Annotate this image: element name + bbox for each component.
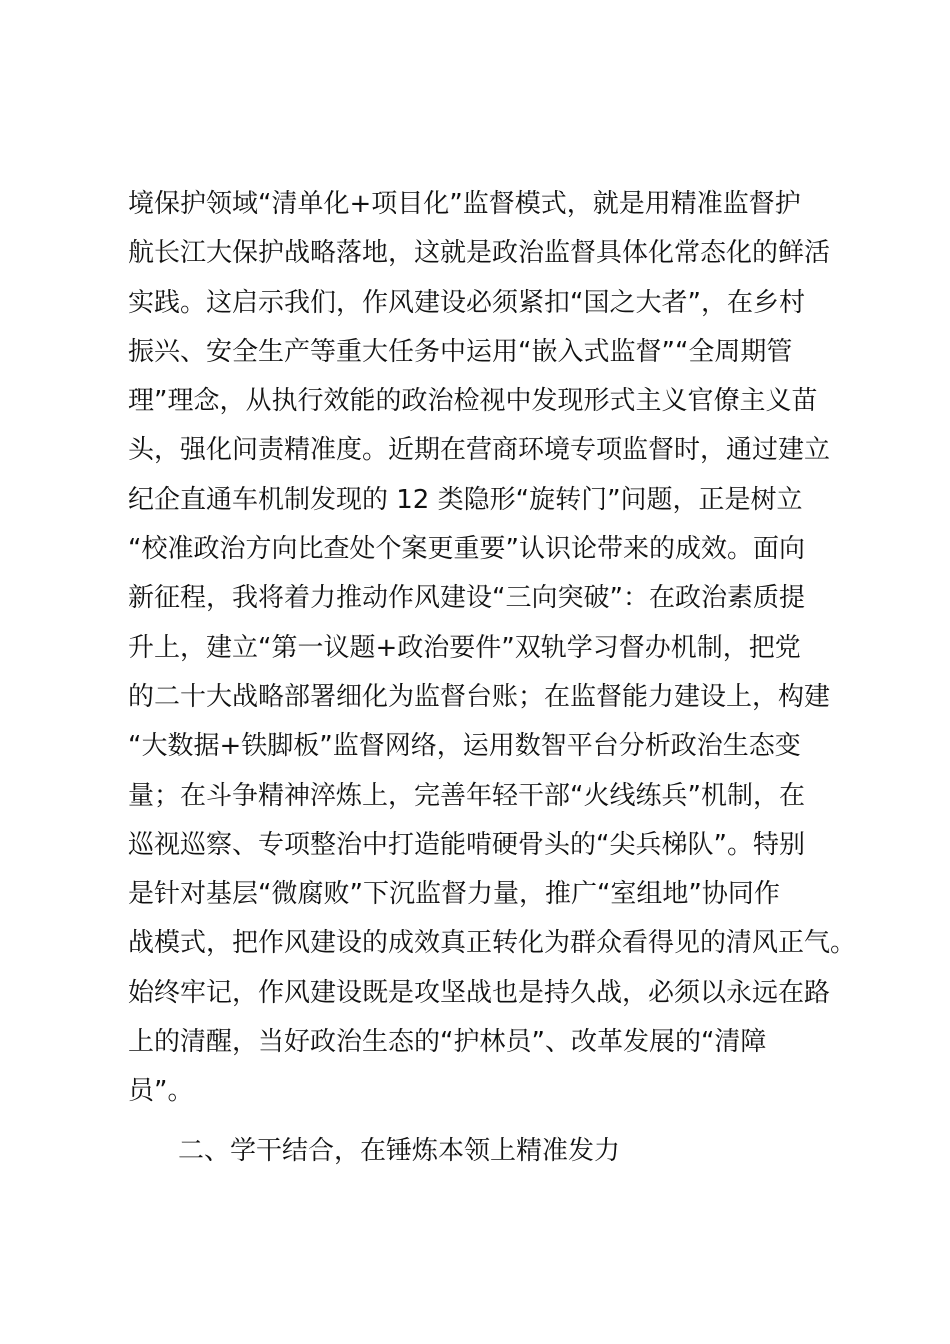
paragraph-line: 上的清醒，当好政治生态的“护林员”、改革发展的“清障 [128,1027,767,1058]
paragraph-line: 头，强化问责精准度。近期在营商环境专项监督时，通过建立 [128,435,831,466]
body-paragraph [128,180,857,1117]
paragraph-line: 振兴、安全生产等重大任务中运用“嵌入式监督”“全周期管 [128,336,793,367]
paragraph-line: “大数据+铁脚板”监督网络，运用数智平台分析政治生态变 [128,731,801,762]
paragraph-line: 航长江大保护战略落地，这就是政治监督具体化常态化的鲜活 [128,238,831,269]
paragraph-line: 巡视巡察、专项整治中打造能啃硬骨头的“尖兵梯队”。特别 [128,829,805,860]
paragraph-line: 是针对基层“微腐败”下沉监督力量，推广“室组地”协同作 [128,879,780,910]
paragraph-line: 量；在斗争精神淬炼上，完善年轻干部“火线练兵”机制，在 [128,780,805,811]
paragraph-line: 纪企直通车机制发现的 12 类隐形“旋转门”问题，正是树立 [128,484,803,515]
paragraph-line: 战模式，把作风建设的成效真正转化为群众看得见的清风正气。 [128,928,857,959]
paragraph-line: 理”理念，从执行效能的政治检视中发现形式主义官僚主义苗 [128,386,818,417]
paragraph-line: 实践。这启示我们，作风建设必须紧扣“国之大者”，在乡村 [128,287,805,318]
paragraph-line: 境保护领域“清单化+项目化”监督模式，就是用精准监督护 [128,189,801,219]
paragraph-line: 始终牢记，作风建设既是攻坚战也是持久战，必须以永远在路 [128,977,831,1008]
paragraph-line: “校准政治方向比查处个案更重要”认识论带来的成效。面向 [128,534,805,565]
paragraph-line: 升上，建立“第一议题+政治要件”双轨学习督办机制，把党 [128,632,801,663]
paragraph-line: 员”。 [128,1076,194,1107]
paragraph-line: 新征程，我将着力推动作风建设“三向突破”：在政治素质提 [128,583,805,614]
paragraph-line: 的二十大战略部署细化为监督台账；在监督能力建设上，构建 [128,681,831,712]
section-heading: 二、学干结合，在锤炼本领上精准发力 [178,1136,621,1166]
